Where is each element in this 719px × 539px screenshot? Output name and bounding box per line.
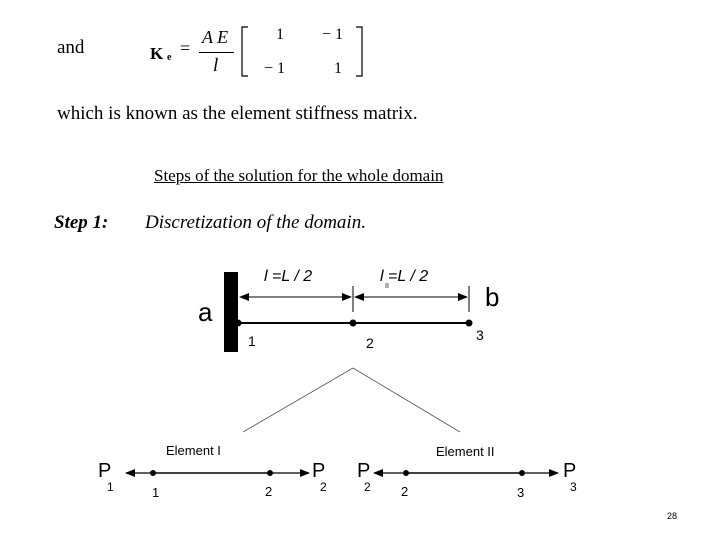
matrix-cell-2-1: − 1 (264, 60, 286, 77)
stiffness-subscript: e (167, 52, 172, 63)
element-2-force-left-sub: 2 (364, 480, 371, 494)
element-2-force-right: P (563, 460, 577, 482)
node-2-label: 2 (366, 335, 374, 351)
element-2-node-right-dot (519, 470, 525, 476)
matrix-cell-1-1: 1 (276, 26, 284, 43)
page-number: 28 (667, 511, 678, 521)
node-1-dot (235, 320, 242, 327)
fraction-denominator: l (213, 55, 219, 76)
element-1-node-right-dot (267, 470, 273, 476)
node-2-dot (350, 320, 357, 327)
stiffness-sentence: which is known as the element stiffness matrix. (57, 103, 418, 124)
equals-sign: = (180, 38, 191, 58)
end-b-label: b (485, 282, 500, 312)
fraction-numerator: A E (202, 27, 229, 47)
matrix-cell-1-2: − 1 (322, 26, 344, 43)
element-1-force-right-sub: 2 (320, 480, 327, 494)
element-2-title: Element II (436, 444, 495, 459)
element-2-force-left: P (357, 460, 371, 482)
zoom-line-left (243, 368, 353, 432)
stiffness-symbol: K (150, 44, 164, 63)
matrix-cell-2-2: 1 (334, 60, 342, 77)
node-3-label: 3 (476, 327, 484, 343)
step-text: Discretization of the domain. (145, 212, 366, 233)
right-length-subscript: II (385, 283, 389, 290)
left-length-label: l =L / 2 (264, 268, 313, 285)
element-2-force-right-sub: 3 (570, 480, 577, 494)
element-1-force-left: P (98, 460, 112, 482)
element-2-node-left: 2 (401, 484, 409, 499)
element-1-force-right: P (312, 460, 326, 482)
step-label: Step 1: (54, 212, 109, 233)
node-3-dot (466, 320, 473, 327)
end-a-label: a (198, 297, 213, 327)
element-1-force-left-sub: 1 (107, 480, 114, 494)
and-word: and (57, 37, 85, 58)
section-title: Steps of the solution for the whole domain (154, 166, 444, 185)
element-2-node-right: 3 (517, 485, 525, 500)
right-length-label: l =L / 2 (380, 268, 429, 285)
node-1-label: 1 (248, 333, 256, 349)
fixed-wall (224, 272, 238, 352)
element-1-node-left: 1 (152, 485, 160, 500)
zoom-line-right (353, 368, 460, 432)
element-1-node-left-dot (150, 470, 156, 476)
element-1-title: Element I (166, 443, 221, 458)
element-1-node-right: 2 (265, 484, 273, 499)
element-2-node-left-dot (403, 470, 409, 476)
